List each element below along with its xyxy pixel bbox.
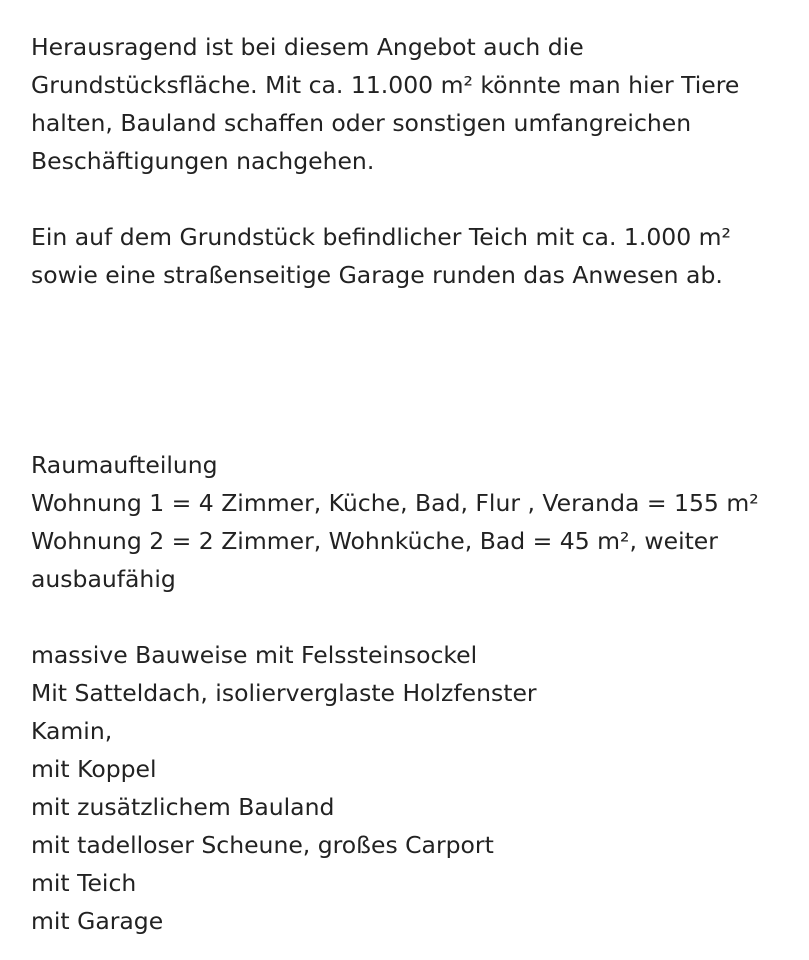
room-layout-line: ausbaufähig [31, 565, 176, 593]
feature-item: massive Bauweise mit Felssteinsockel [31, 641, 478, 669]
feature-item: mit Teich [31, 869, 137, 897]
room-layout-section [31, 446, 791, 598]
feature-item: mit Garage [31, 907, 164, 935]
feature-item: Mit Satteldach, isolierverglaste Holzfenster [31, 679, 537, 707]
text-line: sowie eine straßenseitige Garage runden das Anwesen ab. [31, 261, 723, 289]
text-line: Ein auf dem Grundstück befindlicher Teich mit ca. 1.000 m² [31, 223, 731, 251]
text-line: halten, Bauland schaffen oder sonstigen umfangreichen [31, 109, 692, 137]
section-spacer [31, 294, 791, 446]
text-line: Beschäftigungen nachgehen. [31, 147, 375, 175]
room-layout-heading: Raumaufteilung [31, 451, 218, 479]
room-layout-line: Wohnung 2 = 2 Zimmer, Wohnküche, Bad = 45 m², weiter [31, 527, 718, 555]
room-layout-line: Wohnung 1 = 4 Zimmer, Küche, Bad, Flur , Veranda = 155 m² [31, 489, 759, 517]
feature-item: Kamin, [31, 717, 113, 745]
listing-description [31, 28, 791, 940]
feature-item: mit tadelloser Scheune, großes Carport [31, 831, 494, 859]
intro-paragraph-land [31, 28, 791, 180]
feature-item: mit Koppel [31, 755, 157, 783]
text-line: Herausragend ist bei diesem Angebot auch die [31, 33, 584, 61]
intro-paragraph-pond [31, 218, 791, 294]
feature-item: mit zusätzlichem Bauland [31, 793, 335, 821]
paragraph-spacer [31, 598, 791, 636]
paragraph-spacer [31, 180, 791, 218]
text-line: Grundstücksfläche. Mit ca. 11.000 m² könnte man hier Tiere [31, 71, 740, 99]
features-list [31, 636, 791, 940]
